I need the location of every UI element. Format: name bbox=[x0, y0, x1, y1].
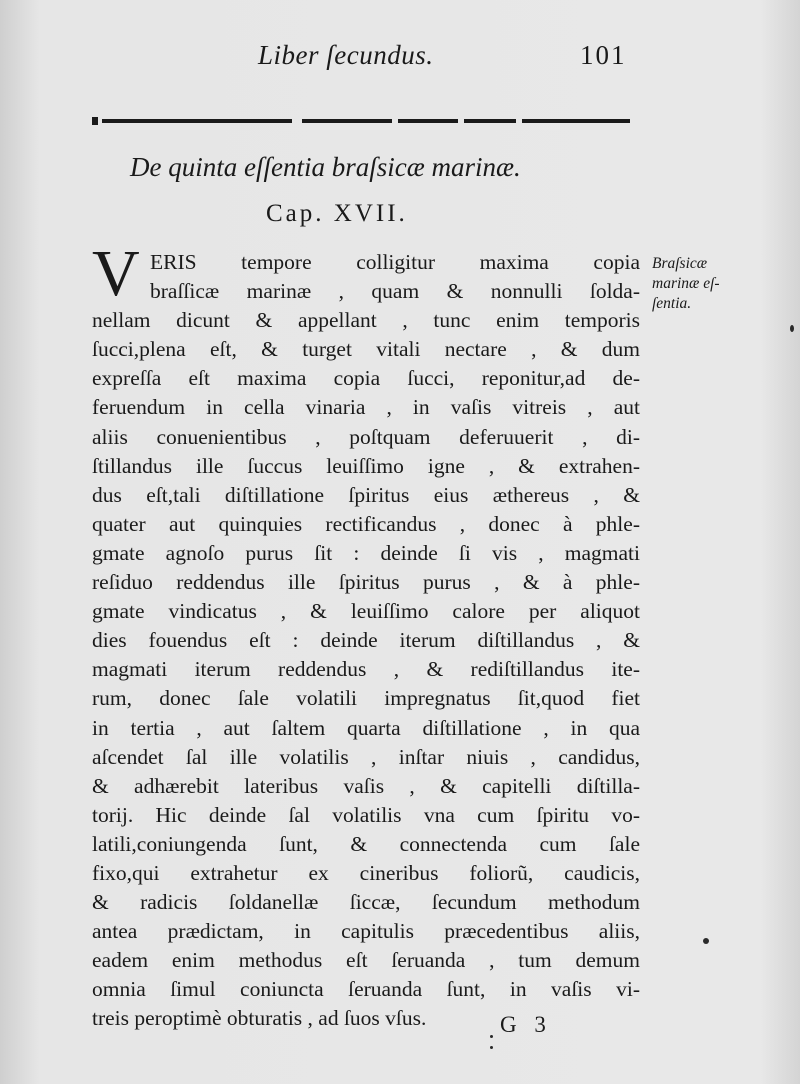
ink-speck bbox=[490, 1046, 493, 1049]
body-text bbox=[92, 248, 640, 1034]
ink-speck bbox=[790, 325, 794, 332]
text-line: braſſicæ marinæ , quam & nonnulli ſolda- bbox=[150, 279, 640, 304]
marginal-note-line: marinæ eſ- bbox=[652, 275, 720, 292]
text-line: latili,coniungenda ſunt, & connectenda cum ſale bbox=[92, 831, 640, 856]
ornamental-rule bbox=[92, 115, 630, 127]
marginal-note-line: ſentia. bbox=[652, 295, 692, 312]
chapter-heading: De quinta eſſentia braſsicæ marinæ. bbox=[130, 152, 521, 182]
text-line: dus eſt,tali diſtillatione ſpiritus eius æthereus , & bbox=[92, 482, 640, 507]
text-line: & adhærebit lateribus vaſis , & capitelli diſtilla- bbox=[92, 773, 640, 798]
text-line: ſtillandus ille ſuccus leuiſſimo igne , & extrahen- bbox=[92, 453, 640, 478]
text-line: ERIS tempore colligitur maxima copia bbox=[150, 250, 640, 274]
text-line: magmati iterum reddendus , & rediſtillandus ite- bbox=[92, 657, 640, 682]
text-line: eadem enim methodus eſt ſeruanda , tum demum bbox=[92, 948, 640, 973]
text-line: fixo,qui extrahetur ex cineribus foliorũ, caudicis, bbox=[92, 860, 640, 885]
marginal-note-line: Braſsicæ bbox=[652, 255, 708, 272]
text-line: expreſſa eſt maxima copia ſucci, reponitur,ad de- bbox=[92, 366, 640, 391]
text-line: quater aut quinquies rectificandus , donec à phle- bbox=[92, 511, 640, 536]
drop-capital: V bbox=[92, 237, 140, 310]
ink-speck bbox=[703, 938, 709, 944]
text-line: dies fouendus eſt : deinde iterum diſtillandus , & bbox=[92, 628, 640, 653]
text-line: ſucci,plena eſt, & turget vitali nectare , & dum bbox=[92, 337, 640, 362]
text-line: torij. Hic deinde ſal volatilis vna cum ſpiritu vo- bbox=[92, 802, 640, 827]
text-line: antea prædictam, in capitulis præcedentibus aliis, bbox=[92, 919, 640, 944]
signature-mark: G 3 bbox=[500, 1012, 552, 1037]
ink-speck bbox=[490, 1035, 493, 1038]
text-line: aſcendet ſal ille volatilis , inſtar niuis , candidus, bbox=[92, 744, 640, 769]
marginal-note bbox=[652, 254, 772, 314]
text-line: omnia ſimul coniuncta ſeruanda ſunt, in vaſis vi- bbox=[92, 977, 640, 1002]
running-title: Liber ſecundus. bbox=[258, 40, 434, 70]
text-line: feruendum in cella vinaria , in vaſis vitreis , aut bbox=[92, 395, 640, 420]
text-line: rum, donec ſale volatili impregnatus ſit,quod fiet bbox=[92, 686, 640, 711]
chapter-number: Cap. XVII. bbox=[266, 200, 408, 227]
text-line: treis peroptimè obturatis , ad ſuos vſus. bbox=[92, 1006, 427, 1031]
text-line: in tertia , aut ſaltem quarta diſtillatione , in qua bbox=[92, 715, 640, 740]
text-line: gmate agnoſo purus ſit : deinde ſi vis , magmati bbox=[92, 540, 640, 565]
text-line: nellam dicunt & appellant , tunc enim temporis bbox=[92, 308, 640, 333]
text-line: gmate vindicatus , & leuiſſimo calore per aliquot bbox=[92, 599, 640, 624]
page-number: 101 bbox=[580, 40, 627, 70]
text-line: & radicis ſoldanellæ ſiccæ, ſecundum methodum bbox=[92, 890, 640, 915]
text-line: aliis conuenientibus , poſtquam deferuuerit , di- bbox=[92, 424, 640, 449]
text-line: reſiduo reddendus ille ſpiritus purus , & à phle- bbox=[92, 570, 640, 595]
